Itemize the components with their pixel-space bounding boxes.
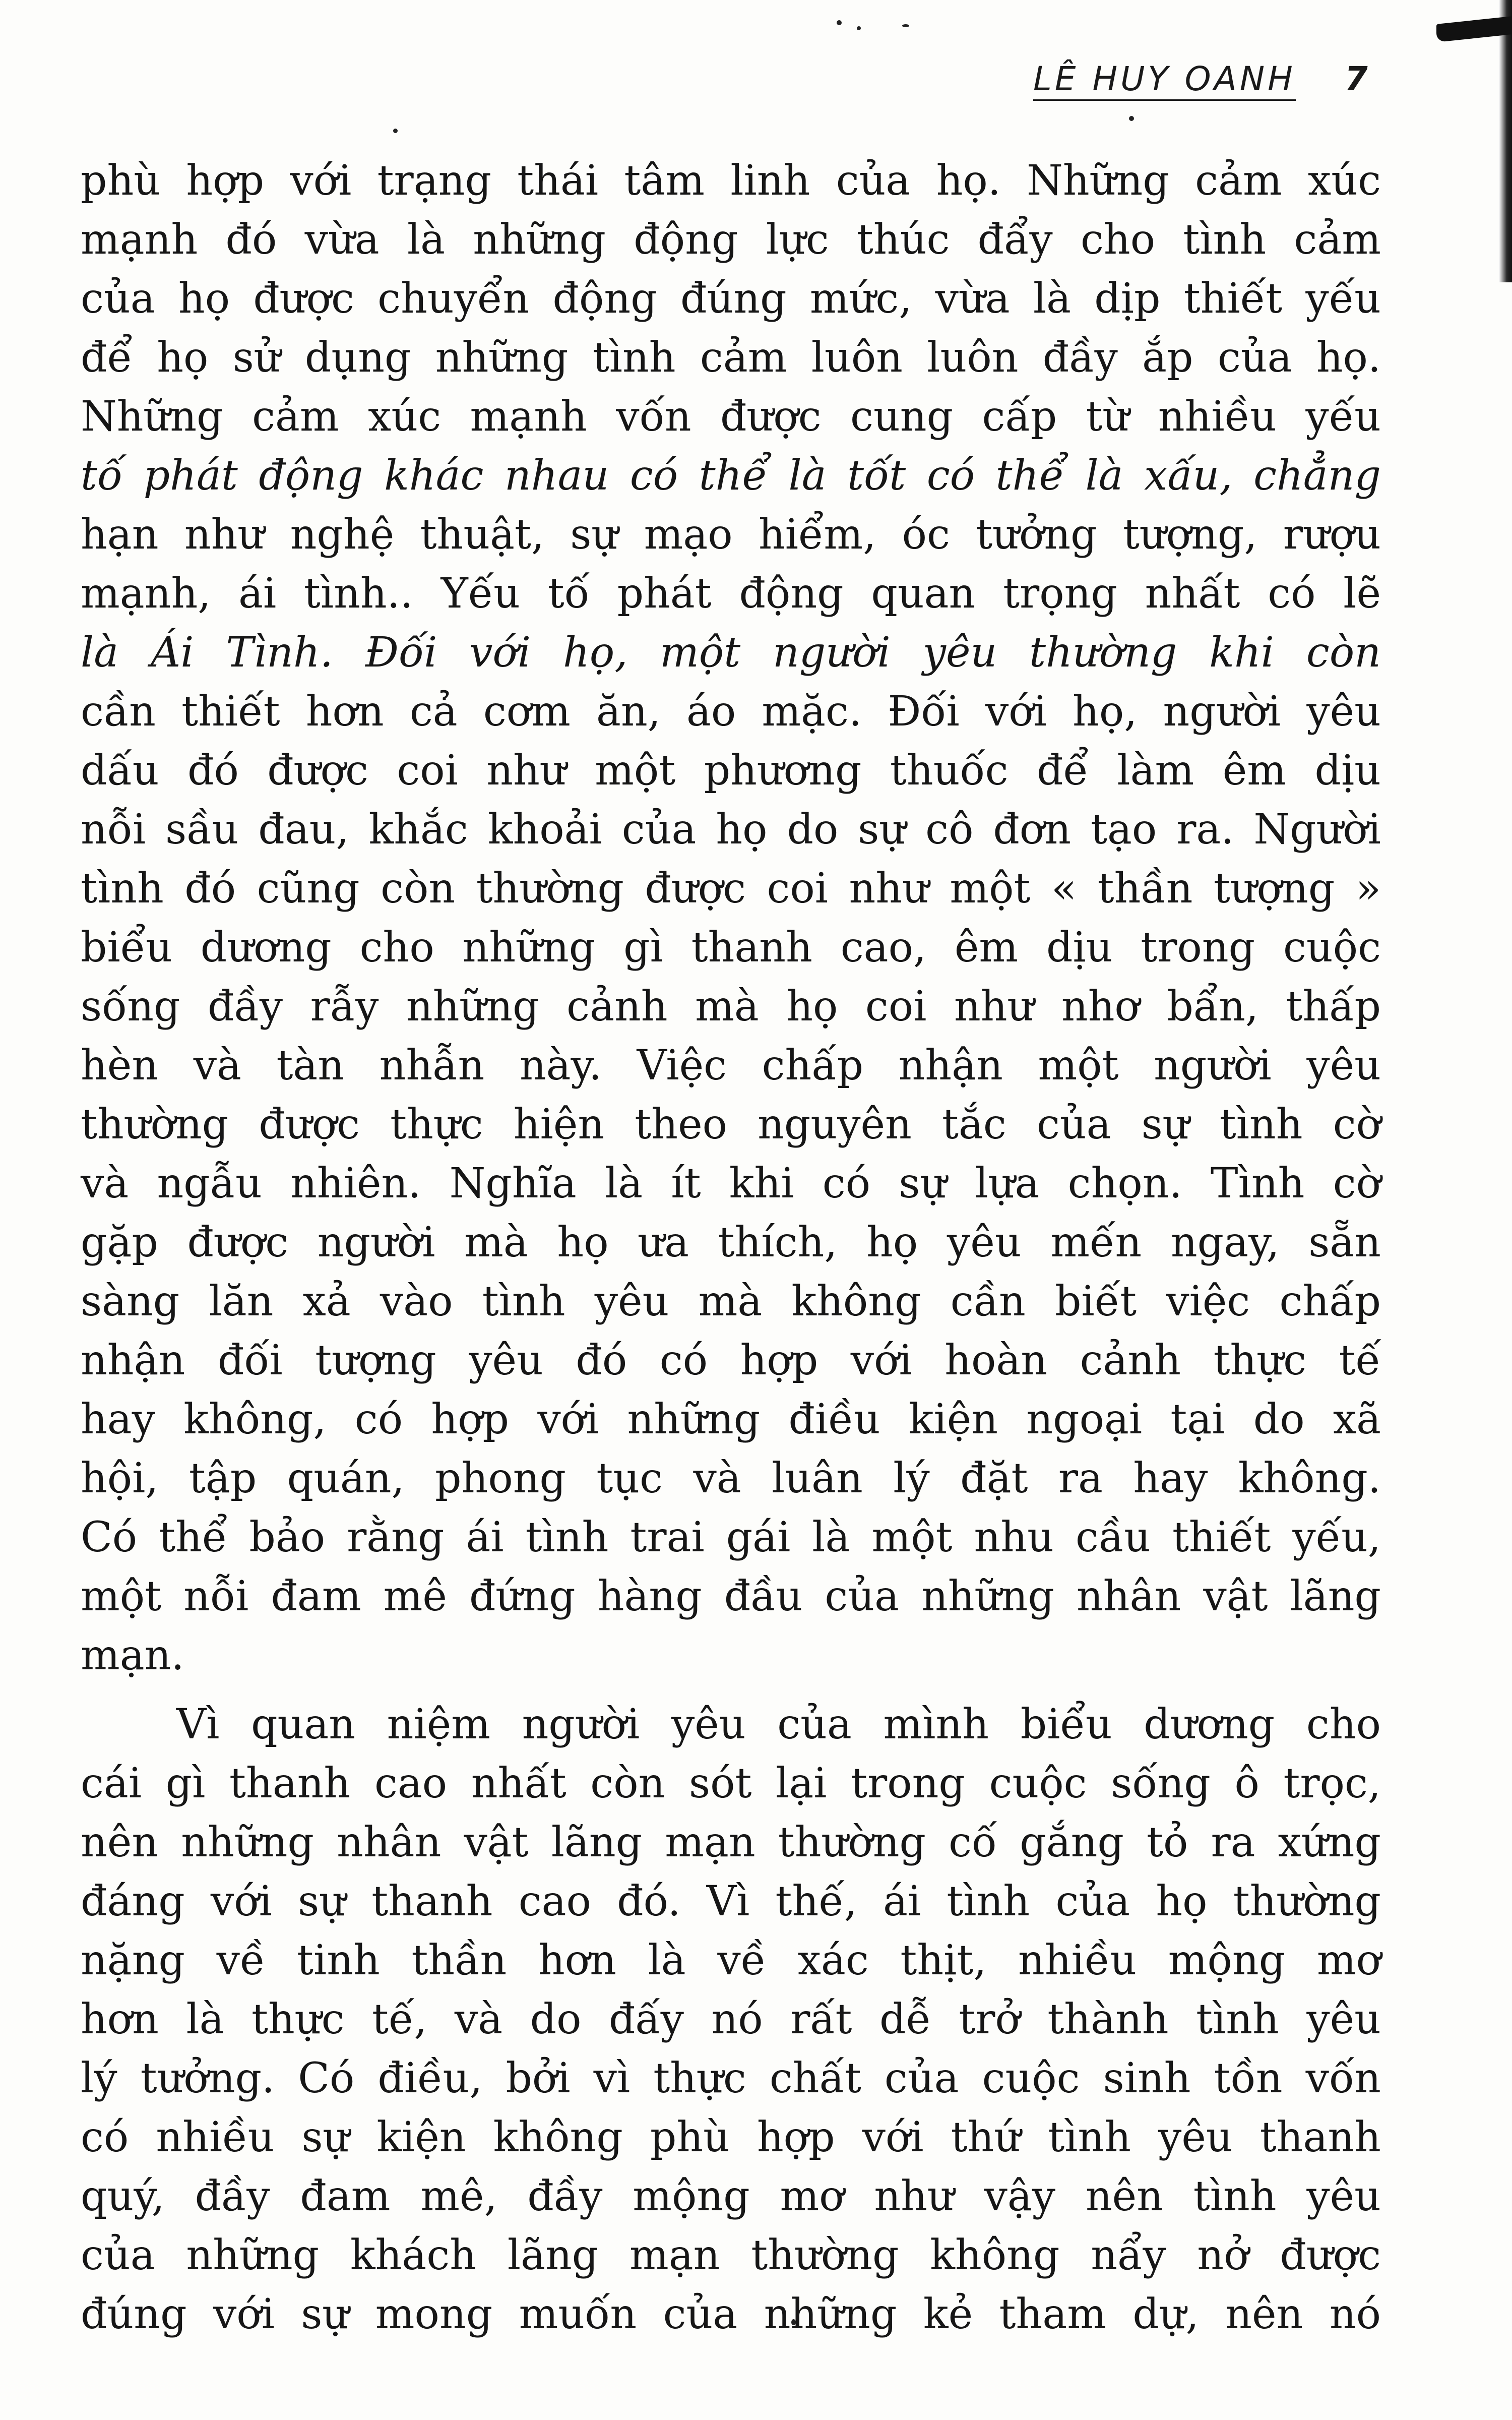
- text-line: nỗi sầu đau, khắc khoải của họ do sự cô đơn tạo ra. Người: [81, 806, 1381, 854]
- text-line: thường được thực hiện theo nguyên tắc của sự tình cờ: [81, 1101, 1381, 1148]
- text-line: biểu dương cho những gì thanh cao, êm dịu trong cuộc: [81, 924, 1381, 972]
- text-line: mạnh, ái tình.. Yếu tố phát động quan trọng nhất có lẽ: [81, 570, 1381, 618]
- text-line: nhận đối tượng yêu đó có hợp với hoàn cảnh thực tế: [81, 1337, 1381, 1384]
- text-line: một nỗi đam mê đứng hàng đầu của những nhân vật lãng: [81, 1572, 1381, 1620]
- text-line: của những khách lãng mạn thường không nẩy nở được: [81, 2231, 1381, 2279]
- text-line: Những cảm xúc mạnh vốn được cung cấp từ nhiều yếu: [81, 393, 1381, 441]
- text-line: phù hợp với trạng thái tâm linh của họ. Những cảm xúc: [81, 157, 1381, 205]
- text-line: mạnh đó vừa là những động lực thúc đẩy cho tình cảm: [81, 216, 1381, 264]
- text-line: sàng lăn xả vào tình yêu mà không cần biết việc chấp: [81, 1278, 1381, 1325]
- text-line: dấu đó được coi như một phương thuốc để làm êm dịu: [81, 747, 1381, 795]
- text-line: hơn là thực tế, và do đấy nó rất dễ trở thành tình yêu: [81, 1995, 1381, 2043]
- scan-speck: [857, 26, 861, 30]
- running-head: [1033, 59, 1371, 101]
- text-line: lý tưởng. Có điều, bởi vì thực chất của cuộc sinh tồn vốn: [81, 2054, 1381, 2102]
- text-line: nên những nhân vật lãng mạn thường cố gắng tỏ ra xứng: [81, 1819, 1381, 1866]
- text-line: hội, tập quán, phong tục và luân lý đặt ra hay không.: [81, 1455, 1381, 1502]
- text-line: nặng về tinh thần hơn là về xác thịt, nhiều mộng mơ: [81, 1937, 1381, 1984]
- page-number: 7: [1344, 59, 1371, 98]
- text-line: đáng với sự thanh cao đó. Vì thế, ái tình của họ thường: [81, 1878, 1381, 1925]
- text-line: có nhiều sự kiện không phù hợp với thứ tình yêu thanh: [81, 2113, 1381, 2161]
- text-line: của họ được chuyển động đúng mức, vừa là dịp thiết yếu: [81, 275, 1381, 323]
- text-line: hạn như nghệ thuật, sự mạo hiểm, óc tưởng tượng, rượu: [81, 511, 1381, 559]
- text-line: mạn.: [81, 1631, 184, 1679]
- text-line: cái gì thanh cao nhất còn sót lại trong cuộc sống ô trọc,: [81, 1760, 1381, 1807]
- text-line: sống đầy rẫy những cảnh mà họ coi như nhơ bẩn, thấp: [81, 983, 1381, 1031]
- text-line: tố phát động khác nhau có thể là tốt có thể là xấu, chẳng: [81, 452, 1381, 500]
- text-line: gặp được người mà họ ưa thích, họ yêu mến ngay, sẵn: [81, 1219, 1381, 1266]
- text-line: cần thiết hơn cả cơm ăn, áo mặc. Đối với họ, người yêu: [81, 688, 1381, 736]
- scan-speck: [393, 129, 398, 133]
- text-line: hèn và tàn nhẫn này. Việc chấp nhận một người yêu: [81, 1042, 1381, 1090]
- text-line: Có thể bảo rằng ái tình trai gái là một nhu cầu thiết yếu,: [81, 1514, 1381, 1561]
- paragraph-gap: [81, 1685, 1381, 1695]
- text-line: để họ sử dụng những tình cảm luôn luôn đầy ắp của họ.: [81, 334, 1381, 382]
- text-line: đúng với sự mong muốn của những kẻ tham dự, nên nó: [81, 2290, 1381, 2338]
- scan-speck: [902, 24, 909, 27]
- scan-edge-shadow: [1499, 0, 1512, 282]
- running-head-author: LÊ HUY OANH: [1033, 59, 1296, 101]
- text-line: quý, đầy đam mê, đầy mộng mơ như vậy nên tình yêu: [81, 2172, 1381, 2220]
- text-line: hay không, có hợp với những điều kiện ngoại tại do xã: [81, 1396, 1381, 1443]
- text-line: tình đó cũng còn thường được coi như một « thần tượng »: [81, 865, 1381, 913]
- scan-speck: [1129, 116, 1134, 121]
- text-line: Vì quan niệm người yêu của mình biểu dương cho: [176, 1701, 1381, 1748]
- text-line: và ngẫu nhiên. Nghĩa là ít khi có sự lựa chọn. Tình cờ: [81, 1160, 1381, 1207]
- scan-speck: [837, 20, 842, 25]
- body-text: [81, 151, 1381, 2344]
- text-line: là Ái Tình. Đối với họ, một người yêu thường khi còn: [81, 629, 1381, 677]
